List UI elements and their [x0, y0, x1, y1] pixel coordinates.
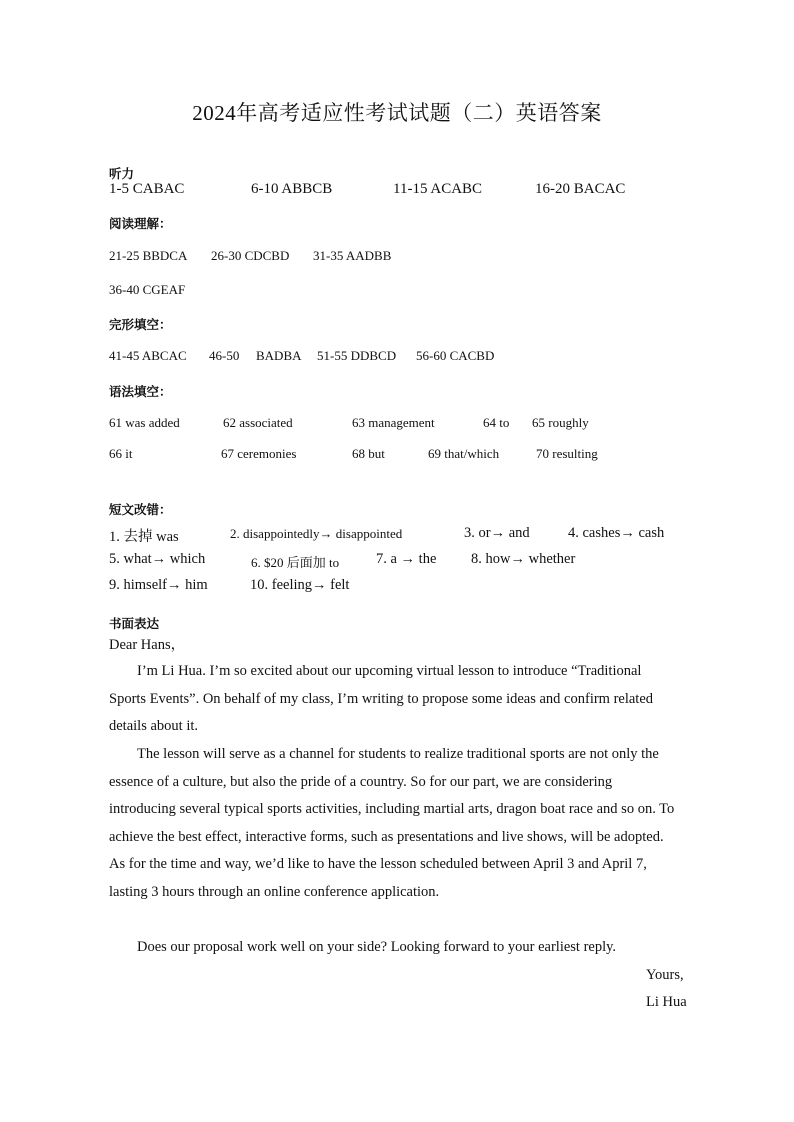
grammar-answer: 65 roughly: [532, 415, 589, 430]
listening-answer-group: 1-5 CABAC: [109, 181, 185, 197]
page-title: 2024年高考适应性考试试题（二）英语答案: [192, 101, 602, 125]
grammar-answer: 63 management: [352, 415, 435, 430]
correction-item: 8. how→ whether: [471, 551, 576, 567]
section-heading-listening: 听力: [109, 166, 135, 181]
correction-item: 2. disappointedly→ disappointed: [230, 526, 403, 541]
section-heading-writing: 书面表达: [109, 616, 160, 631]
section-heading-correction: 短文改错：: [109, 502, 172, 517]
letter-paragraph: I’m Li Hua. I’m so excited about our upcoming virtual lesson to introduce “Traditional Sports Events”. On behalf of my class, I’m writing to propose some ideas and confirm related details about it.: [109, 663, 654, 734]
correction-item: 5. what→ which: [109, 551, 206, 567]
reading-answer-group: 26-30 CDCBD: [211, 248, 290, 263]
correction-item: 3. or→ and: [464, 525, 530, 541]
cloze-answer-group: 46-50: [209, 348, 240, 363]
section-heading-reading: 阅读理解：: [109, 216, 172, 231]
reading-answer-group: 31-35 AADBB: [313, 248, 392, 263]
listening-answer-group: 16-20 BACAC: [535, 181, 626, 197]
correction-item: 6. $20 后面加 to: [251, 555, 340, 570]
reading-answer-group: 21-25 BBDCA: [109, 248, 188, 263]
grammar-answer: 62 associated: [223, 415, 293, 430]
reading-answer-group: 36-40 CGEAF: [109, 282, 186, 297]
correction-item: 7. a → the: [376, 551, 437, 567]
correction-item: 4. cashes→ cash: [568, 525, 665, 541]
grammar-answer: 66 it: [109, 446, 133, 461]
listening-answer-group: 6-10 ABBCB: [251, 181, 333, 197]
letter-paragraph: The lesson will serve as a channel for students to realize traditional sports are not only the essence of a culture, but also the pride of a country. So for our part, we are considering introducing several typical sports activities, including martial arts, dragon boat race and so on. To achieve the best effect, interactive forms, such as presentations and live shows, will be adopted. As for the time and way, we’d like to have the lesson scheduled between April 3 and April 7, lasting 3 hours through an online conference application.: [109, 746, 675, 900]
cloze-answer-group: 56-60 CACBD: [416, 348, 495, 363]
letter-salutation: Dear Hans，: [109, 637, 186, 653]
grammar-answer: 61 was added: [109, 415, 180, 430]
correction-item: 9. himself→ him: [109, 577, 208, 593]
grammar-answer: 64 to: [483, 415, 510, 430]
cloze-answer-group: 51-55 DDBCD: [317, 348, 397, 363]
grammar-answer: 69 that/which: [428, 446, 500, 461]
letter-signature: Li Hua: [646, 994, 687, 1010]
grammar-answer: 70 resulting: [536, 446, 598, 461]
grammar-answer: 67 ceremonies: [221, 446, 297, 461]
section-heading-grammar: 语法填空：: [109, 384, 172, 399]
grammar-answer: 68 but: [352, 446, 385, 461]
letter-paragraph: Does our proposal work well on your side? Looking forward to your earliest reply.: [137, 939, 617, 955]
listening-answer-group: 11-15 ACABC: [393, 181, 483, 197]
cloze-answer-group: BADBA: [256, 348, 302, 363]
cloze-answer-group: 41-45 ABCAC: [109, 348, 187, 363]
letter-closing: Yours,: [646, 967, 684, 983]
correction-item: 1. 去掉 was: [109, 529, 179, 545]
section-heading-cloze: 完形填空：: [109, 317, 172, 332]
correction-item: 10. feeling→ felt: [250, 577, 350, 593]
